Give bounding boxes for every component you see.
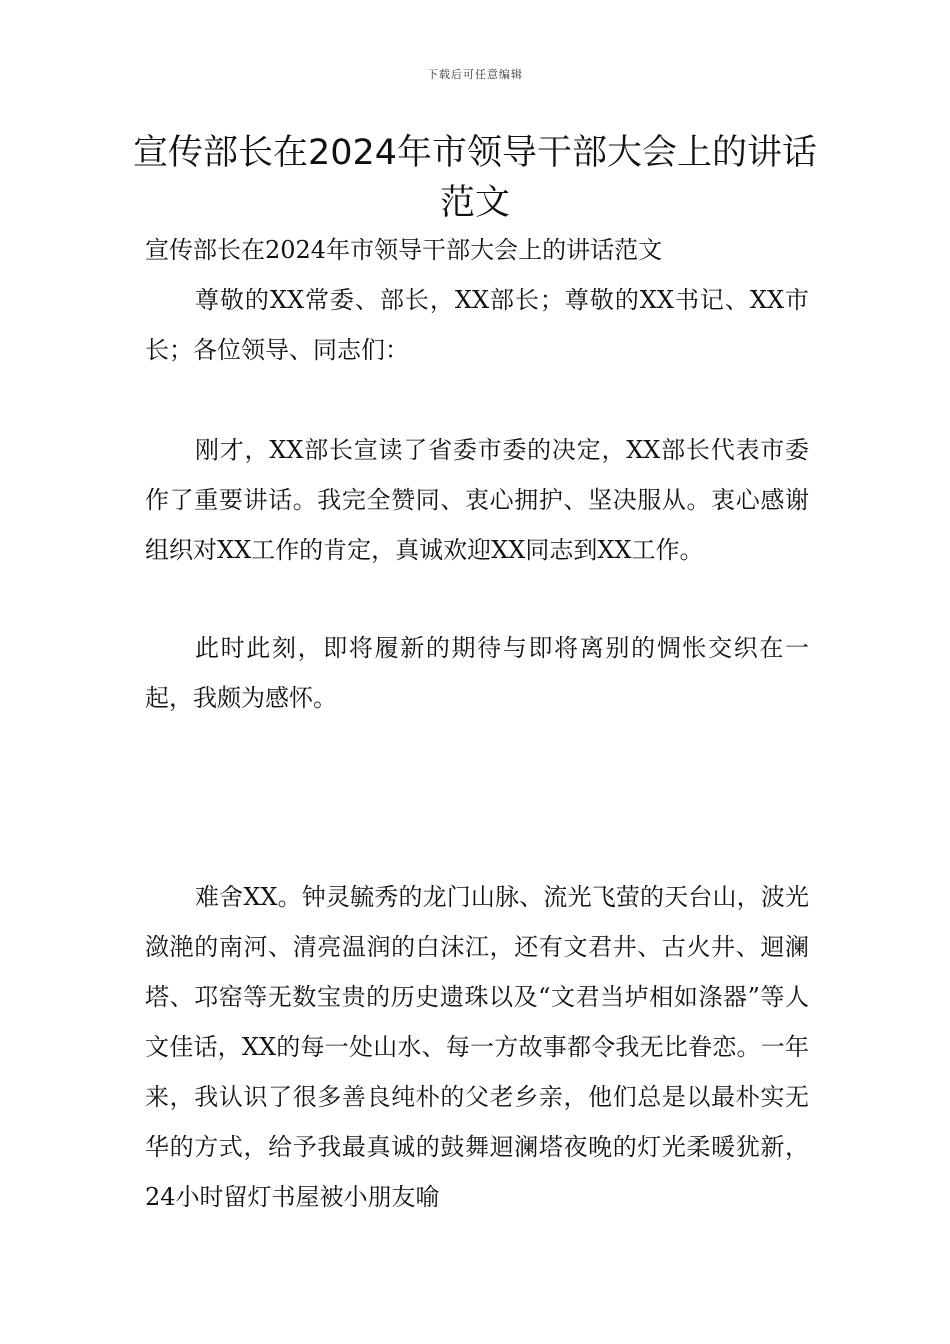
- paragraph-feelings: 此时此刻，即将履新的期待与即将离别的惆怅交织在一起，我颇为感怀。: [145, 634, 809, 712]
- document-title: 宣传部长在2024年市领导干部大会上的讲话范文: [132, 133, 818, 223]
- paragraph-opening: 刚才，XX部长宣读了省委市委的决定，XX部长代表市委作了重要讲话。我完全赞同、衷心拥护、坚决服从。衷心感谢组织对XX工作的肯定，真诚欢迎XX同志到XX工作。: [145, 436, 809, 564]
- paragraph-farewell: 难舍XX。钟灵毓秀的龙门山脉、流光飞萤的天台山，波光潋滟的南河、清亮温润的白沫江，还有文君井、古火井、迴澜塔、邛窑等无数宝贵的历史遗珠以及“文君当垆相如涤器”等人文佳话，XX的每一处山水、每一方故事都令我无比眷恋。一年来，我认识了很多善良纯朴的父老乡亲，他们总是以最朴实无华的方式，给予我最真诚的鼓舞迴澜塔夜晚的灯光柔暖犹新，24小时留灯书屋被小朋友喻: [145, 883, 809, 1211]
- document-subtitle: 宣传部长在2024年市领导干部大会上的讲话范文: [145, 236, 663, 264]
- paragraph-salutation: 尊敬的XX常委、部长，XX部长；尊敬的XX书记、XX市长；各位领导、同志们：: [145, 286, 809, 364]
- page-header-note: 下载后可任意编辑: [427, 68, 523, 81]
